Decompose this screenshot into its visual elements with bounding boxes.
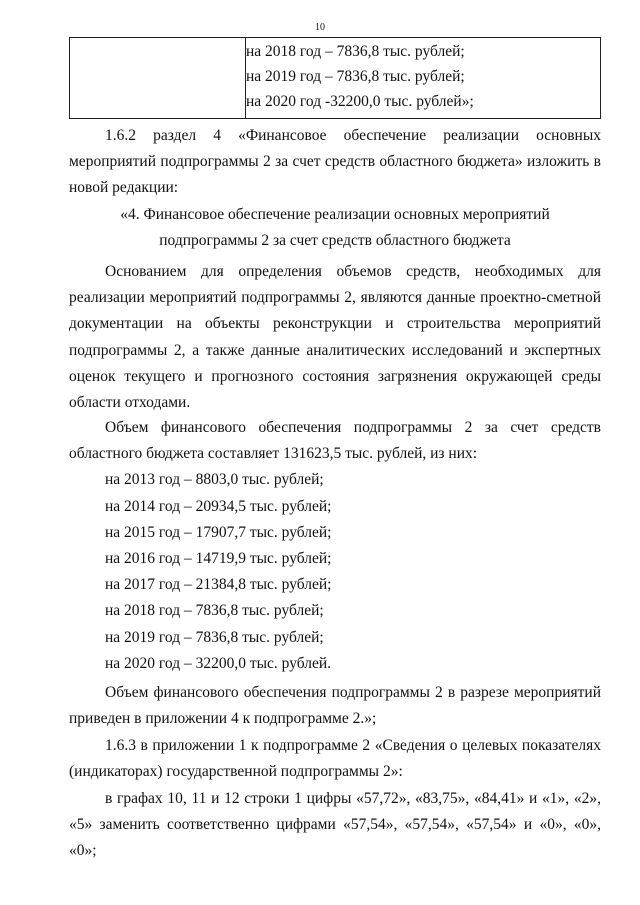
paragraph-columns: в графах 10, 11 и 12 строки 1 цифры «57,72», «83,75», «84,41» и «1», «2», «5» заменить соответственно цифрами «57,54», «57,54», «57,54» и «0», «0», «0»;: [69, 790, 601, 860]
year-line-2017: на 2017 год – 21384,8 тыс. рублей;: [105, 576, 332, 593]
year-line-2019: на 2019 год – 7836,8 тыс. рублей;: [105, 629, 324, 646]
table-cell-empty: [70, 38, 246, 119]
table-row: [70, 38, 601, 119]
table-line: на 2018 год – 7836,8 тыс. рублей;: [246, 43, 465, 60]
page-number: 10: [315, 22, 325, 33]
year-line-2016: на 2016 год – 14719,9 тыс. рублей;: [105, 550, 332, 567]
paragraph-basis: Основанием для определения объемов средств, необходимых для реализации мероприятий подпрограммы 2, являются данные проектно-сметной документации на объекты реконструкции и строительства мероприятий подпрограммы 2, а также данные аналитических исследований и экспертных оценок текущего и прогнозного состояния загрязнения окружающей среды области отходами.: [69, 263, 601, 412]
year-line-2013: на 2013 год – 8803,0 тыс. рублей;: [105, 471, 324, 488]
paragraph-appendix: Объем финансового обеспечения подпрограммы 2 в разрезе мероприятий приведен в приложении 4 к подпрограмме 2.»;: [69, 684, 601, 728]
section-heading-line-2: подпрограммы 2 за счет средств областного бюджета: [159, 232, 511, 249]
table-line: на 2020 год -32200,0 тыс. рублей»;: [246, 93, 474, 110]
year-line-2015: на 2015 год – 17907,7 тыс. рублей;: [105, 524, 332, 541]
section-heading-line-1: «4. Финансовое обеспечение реализации основных мероприятий: [120, 206, 550, 223]
continuation-table: [69, 37, 601, 119]
table-line: на 2019 год – 7836,8 тыс. рублей;: [246, 68, 465, 85]
table-cell-amounts: [246, 38, 601, 119]
year-line-2020: на 2020 год – 32200,0 тыс. рублей.: [105, 655, 332, 672]
year-line-2018: на 2018 год – 7836,8 тыс. рублей;: [105, 602, 324, 619]
paragraph-1-6-2: 1.6.2 раздел 4 «Финансовое обеспечение реализации основных мероприятий подпрограммы 2 за счет средств областного бюджета» изложить в новой редакции:: [69, 127, 601, 197]
year-line-2014: на 2014 год – 20934,5 тыс. рублей;: [105, 498, 332, 515]
paragraph-volume: Объем финансового обеспечения подпрограммы 2 за счет средств областного бюджета составляет 131623,5 тыс. рублей, из них:: [69, 419, 601, 463]
paragraph-1-6-3: 1.6.3 в приложении 1 к подпрограмме 2 «Сведения о целевых показателях (индикаторах) государственной подпрограммы 2»:: [69, 737, 601, 781]
